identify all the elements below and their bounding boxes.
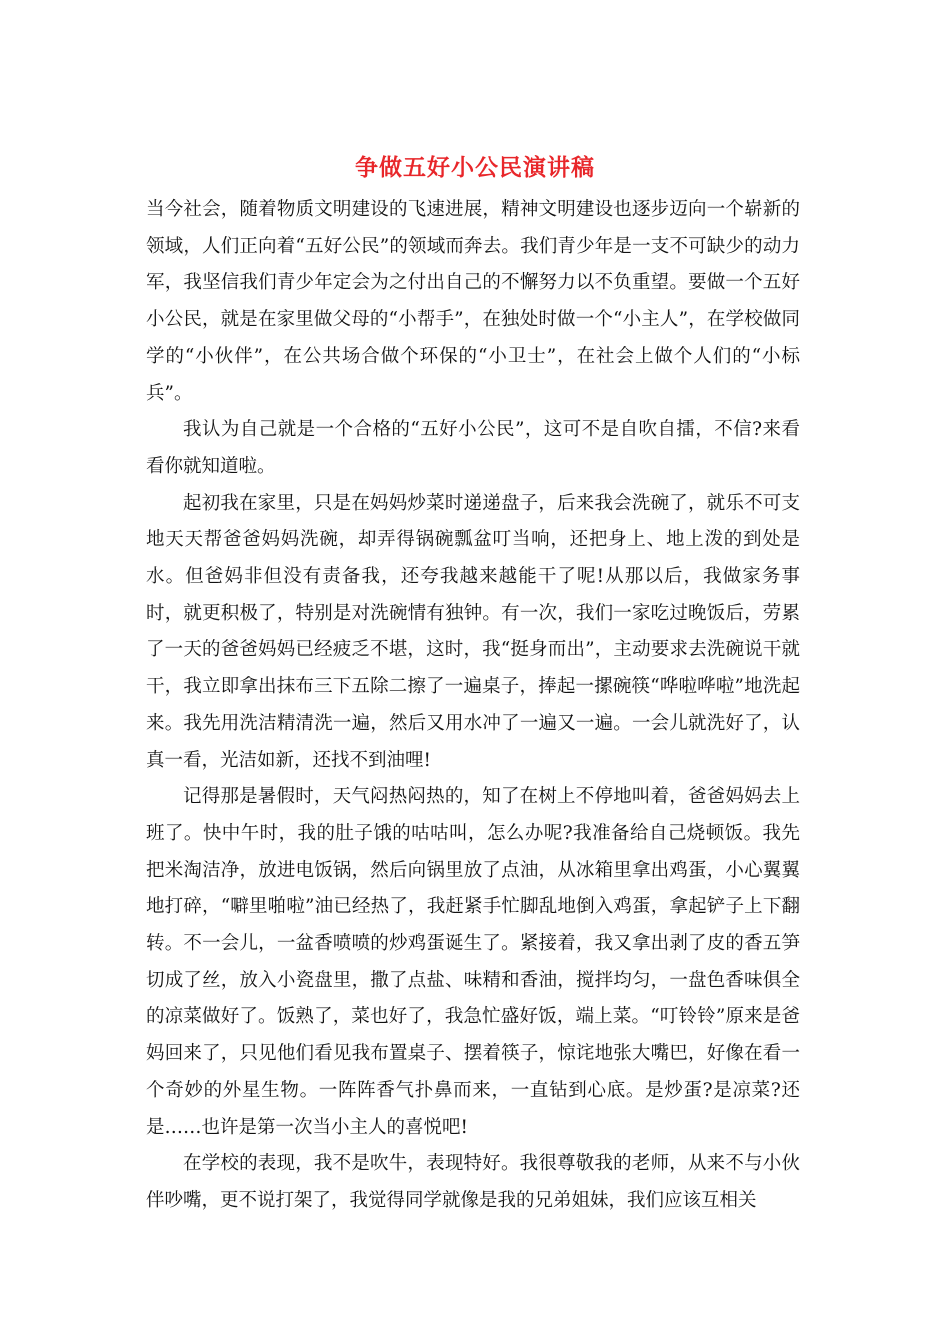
document-title: 争做五好小公民演讲稿 bbox=[355, 154, 595, 181]
paragraph-washing-dishes: 起初我在家里，只是在妈妈炒菜时递递盘子，后来我会洗碗了，就乐不可支地天天帮爸爸妈妈洗碗，却弄得锅碗瓢盆叮当响，还把身上、地上泼的到处是水。但爸妈非但没有责备我，还夸我越来越能干了呢!从那以后，我做家务事时，就更积极了，特别是对洗碗情有独钟。有一次，我们一家吃过晚饭后，劳累了一天的爸爸妈妈已经疲乏不堪，这时，我“挺身而出”，主动要求去洗碗说干就干，我立即拿出抹布三下五除二擦了一遍桌子，捧起一摞碗筷“哗啦哗啦”地洗起来。我先用洗洁精清洗一遍，然后又用水冲了一遍又一遍。一会儿就洗好了，认真一看，光洁如新，还找不到油哩! bbox=[146, 492, 800, 771]
paragraph-cooking: 记得那是暑假时，天气闷热闷热的，知了在树上不停地叫着，爸爸妈妈去上班了。快中午时，我的肚子饿的咕咕叫，怎么办呢?我准备给自己烧顿饭。我先把米淘洁净，放进电饭锅，然后向锅里放了点油，从冰箱里拿出鸡蛋，小心翼翼地打碎，“噼里啪啦”油已经热了，我赶紧手忙脚乱地倒入鸡蛋，拿起铲子上下翻转。不一会儿，一盆香喷喷的炒鸡蛋诞生了。紧接着，我又拿出剥了皮的香五笋切成了丝，放入小瓷盘里，撒了点盐、味精和香油，搅拌均匀，一盘色香味俱全的凉菜做好了。饭熟了，菜也好了，我急忙盛好饭，端上菜。“叮铃铃”原来是爸妈回来了，只见他们看见我布置桌子、摆着筷子，惊诧地张大嘴巴，好像在看一个奇妙的外星生物。一阵阵香气扑鼻而来，一直钻到心底。是炒蛋?是凉菜?还是……也许是第一次当小主人的喜悦吧! bbox=[146, 786, 800, 1138]
document-body bbox=[146, 192, 800, 1220]
paragraph-school: 在学校的表现，我不是吹牛，表现特好。我很尊敬我的老师，从来不与小伙伴吵嘴，更不说打架了，我觉得同学就像是我的兄弟姐妹，我们应该互相关 bbox=[146, 1153, 800, 1211]
paragraph-claim: 我认为自己就是一个合格的“五好小公民”，这可不是自吹自擂，不信?来看看你就知道啦。 bbox=[146, 419, 800, 477]
paragraph-intro: 当今社会，随着物质文明建设的飞速进展，精神文明建设也逐步迈向一个崭新的领域，人们正向着“五好公民”的领域而奔去。我们青少年是一支不可缺少的动力军，我坚信我们青少年定会为之付出自己的不懈努力以不负重望。要做一个五好小公民，就是在家里做父母的“小帮手”，在独处时做一个“小主人”，在学校做同学的“小伙伴”，在公共场合做个环保的“小卫士”，在社会上做个人们的“小标兵”。 bbox=[146, 199, 800, 404]
